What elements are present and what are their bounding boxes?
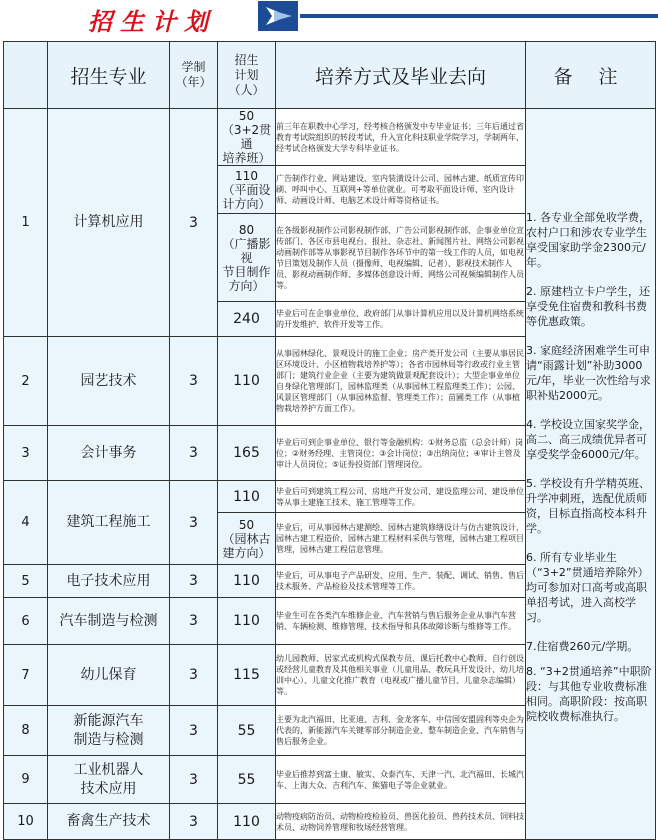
row-major: 畜禽生产技术 (48, 804, 170, 840)
row-plan (218, 214, 276, 302)
row-description: 毕业后推荐到富士康、敏实、众泰汽车、天津一汽、北汽福田、长城汽车、上海大众、吉利汽车、熊猫电子等企业就业。 (276, 756, 526, 804)
note-item: 5. 学校设有升学精英班、升学冲刺班，选配优质师资，目标直指高校本科升学。 (526, 477, 650, 535)
row-index: 9 (4, 756, 48, 804)
row-description: 动物疫病防治员、动物检疫检验员、兽医化验员、兽药技术员、饲料技术员、动物饲养管理和牧场经营管理。 (276, 804, 526, 840)
row-index: 7 (4, 645, 48, 706)
arrow-icon (258, 1, 298, 31)
note-item: 4. 学校设立国家奖学金，高二、高三成绩优异者可享受奖学金6000元/年。 (526, 418, 650, 461)
header-plan-line3: （人） (228, 82, 265, 97)
note-item: 2. 原建档立卡户学生，还享受免住宿费和教科书费等优惠政策。 (526, 285, 650, 328)
row-plan: 55 (218, 756, 276, 804)
plan-note: （平面设 (222, 182, 271, 197)
plan-note: （广播影视 (222, 236, 271, 265)
row-years: 3 (170, 426, 218, 481)
row-plan: 110 (218, 337, 276, 426)
row-plan: 110 (218, 565, 276, 598)
row-years: 3 (170, 481, 218, 565)
notes-panel (526, 109, 656, 840)
row-major: 汽车制造与检测 (48, 598, 170, 645)
plan-note: （园林古 (222, 531, 271, 546)
note-item: 1. 各专业全部免收学费，农村户口和涉农专业学生享受国家助学金2300元/年。 (526, 211, 650, 269)
row-description: 毕业后可在企事业单位、政府部门从事计算机应用以及计算机网络系统的开发维护、软件开发等工作。 (276, 302, 526, 337)
table-row (4, 109, 656, 166)
header-years (170, 42, 218, 109)
header-years-line1: 学制 (181, 60, 206, 74)
row-plan (218, 166, 276, 214)
page-title: 招生计划 (88, 7, 216, 36)
row-plan: 110 (218, 481, 276, 513)
plan-note: 方向） (228, 278, 265, 293)
row-description: 从事园林绿化、景观设计的施工企业；房产类开发公司（主要从事居民区环境设计、小区植物栽培养护等）；各省市园林局等行政或行业主管部门；建筑行业企业（主要为建筑做景观配套设计）；大型企事业单位自身绿化管理部门，园林监理类（从事园林工程监理类工作）；公园、风景区管理部门（从事园林监督、管理类工作）；苗圃类工作（从事植物栽培养护方面工作）。 (276, 337, 526, 426)
header-banner (0, 0, 658, 34)
row-description: 前三年在职教中心学习，经考核合格颁发中专毕业证书；三年后通过省教育考试院组织的转段考试，升入宣化科技职业学院学习，学制两年，经考试合格颁发大学专科毕业证书。 (276, 109, 526, 166)
row-description: 毕业后，可从事园林古建测绘、园林古建筑修缮设计与仿古建筑设计，园林古建工程造价、园林古建工程材料采供与管理，园林古建工程项目管理，园林古建工程信息管理。 (276, 513, 526, 565)
plan-note: 培养班） (222, 151, 271, 165)
note-item: 7.住宿费260元/学期。 (526, 640, 639, 653)
plan-note: 建方向） (222, 545, 271, 560)
plan-number: 110 (235, 168, 258, 183)
row-description: 广告制作行业、网站建设、室内装潢设计公司、园林古建、纸质宣传印刷、呼叫中心、互联网+等单位就业。可考取平面设计师、室内设计师、动画设计师、电脑艺术设计师等资格证书。 (276, 166, 526, 214)
row-major (48, 756, 170, 804)
note-item: 8. “3+2贯通培养”中职阶段：与其他专业收费标准相同。高职阶段：按高职院校收费标准执行。 (526, 665, 652, 723)
row-plan: 240 (218, 302, 276, 337)
table-header-row (4, 42, 656, 109)
row-major: 建筑工程施工 (48, 481, 170, 565)
row-description: 毕业后，可从事电子产品研发、应用、生产、装配、调试、销售、售后技术服务、产品检验及技术管理等工作。 (276, 565, 526, 598)
row-index: 5 (4, 565, 48, 598)
header-notes: 备 注 (526, 42, 656, 109)
row-index: 3 (4, 426, 48, 481)
plan-note: 节目制作 (222, 264, 271, 279)
row-major: 会计事务 (48, 426, 170, 481)
major-line: 技术应用 (80, 780, 137, 797)
row-plan (218, 109, 276, 166)
major-line: 制造与检测 (73, 731, 144, 748)
row-description: 毕业后可到企事业单位、银行等金融机构：①财务总监（总会计师）岗位；②财务经理、主管岗位；③会计岗位；③出纳岗位；④审计主管及审计人员岗位；⑤证券投资部门管理岗位。 (276, 426, 526, 481)
row-plan: 110 (218, 804, 276, 840)
row-description: 毕业后可到建筑工程公司、房地产开发公司、建设监理公司、建设单位等从事土建施工技术、施工管理等工作。 (276, 481, 526, 513)
enrollment-table (3, 41, 656, 840)
row-description: 幼儿园教师、居家式或机构式保教专员、课后托教中心教师、自行创设或经营儿童教育及其他相关事业（儿童用品、教玩具开发设计、幼儿培训中心）、儿童文化推广教育（电视或广播儿童节目、儿童杂志编辑）等。 (276, 645, 526, 706)
plan-number: 50 (238, 517, 255, 532)
header-plan-line2: 计划 (234, 67, 259, 82)
row-major: 园艺技术 (48, 337, 170, 426)
row-years: 3 (170, 706, 218, 756)
row-description: 毕业生可在各类汽车维修企业、汽车营销与售后服务企业从事汽车营销、车辆检测、维修管理、技术指导和具体故障诊断与维修等工作。 (276, 598, 526, 645)
row-index: 1 (4, 109, 48, 337)
row-years: 3 (170, 565, 218, 598)
row-years: 3 (170, 337, 218, 426)
row-plan (218, 513, 276, 565)
header-years-line2: （年） (175, 75, 212, 89)
row-years: 3 (170, 109, 218, 337)
row-plan: 55 (218, 706, 276, 756)
row-plan: 110 (218, 598, 276, 645)
note-item: 6. 所有专业毕业生（“3+2”贯通培养除外）均可参加对口高考或高职单招考试，进入高校学习。 (526, 551, 649, 624)
header-plan-line1: 招生 (234, 52, 259, 67)
row-plan: 115 (218, 645, 276, 706)
row-major: 计算机应用 (48, 109, 170, 337)
banner-divider (300, 14, 658, 18)
header-major: 招生专业 (48, 42, 170, 109)
row-description: 主要为北汽福田、比亚迪、吉利、金龙客车、中信国安盟固利等央企为代表的，新能源汽车关键零部分制造企业、整车制造企业、汽车销售与售后服务企业。 (276, 706, 526, 756)
row-plan: 165 (218, 426, 276, 481)
header-plan (218, 42, 276, 109)
row-description: 在各级影视制作公司影视制作部、广告公司影视制作部、企事业单位宣传部门、各区市县电视台、报社、杂志社、新闻图片社、网络公司影视动画制作部等从事影视节目制作各环节中的第一线工作的人员，如电视节目策划及制作人员（摄像师、电视编辑、记者）、影视技术制作人员、影视动画制作师、多媒体创意设计师、网络公司视频编辑制作人员等。 (276, 214, 526, 302)
plan-note: （3+2贯通 (221, 123, 272, 151)
major-line: 新能源汽车 (73, 712, 144, 729)
plan-number: 80 (238, 222, 255, 237)
plan-number: 50 (238, 109, 255, 123)
row-index: 6 (4, 598, 48, 645)
header-training: 培养方式及毕业去向 (276, 42, 526, 109)
row-major: 幼儿保育 (48, 645, 170, 706)
row-index: 4 (4, 481, 48, 565)
plan-note: 计方向） (222, 196, 271, 211)
row-major: 电子技术应用 (48, 565, 170, 598)
row-index: 2 (4, 337, 48, 426)
note-item: 3. 家庭经济困难学生可申请“雨露计划”补助3000元/年，毕业一次性给与求职补贴2000元。 (526, 344, 651, 402)
row-index: 8 (4, 706, 48, 756)
major-line: 工业机器人 (73, 761, 144, 778)
row-years: 3 (170, 756, 218, 804)
row-index: 10 (4, 804, 48, 840)
row-major (48, 706, 170, 756)
row-years: 3 (170, 645, 218, 706)
row-years: 3 (170, 598, 218, 645)
header-index (4, 42, 48, 109)
row-years: 3 (170, 804, 218, 840)
